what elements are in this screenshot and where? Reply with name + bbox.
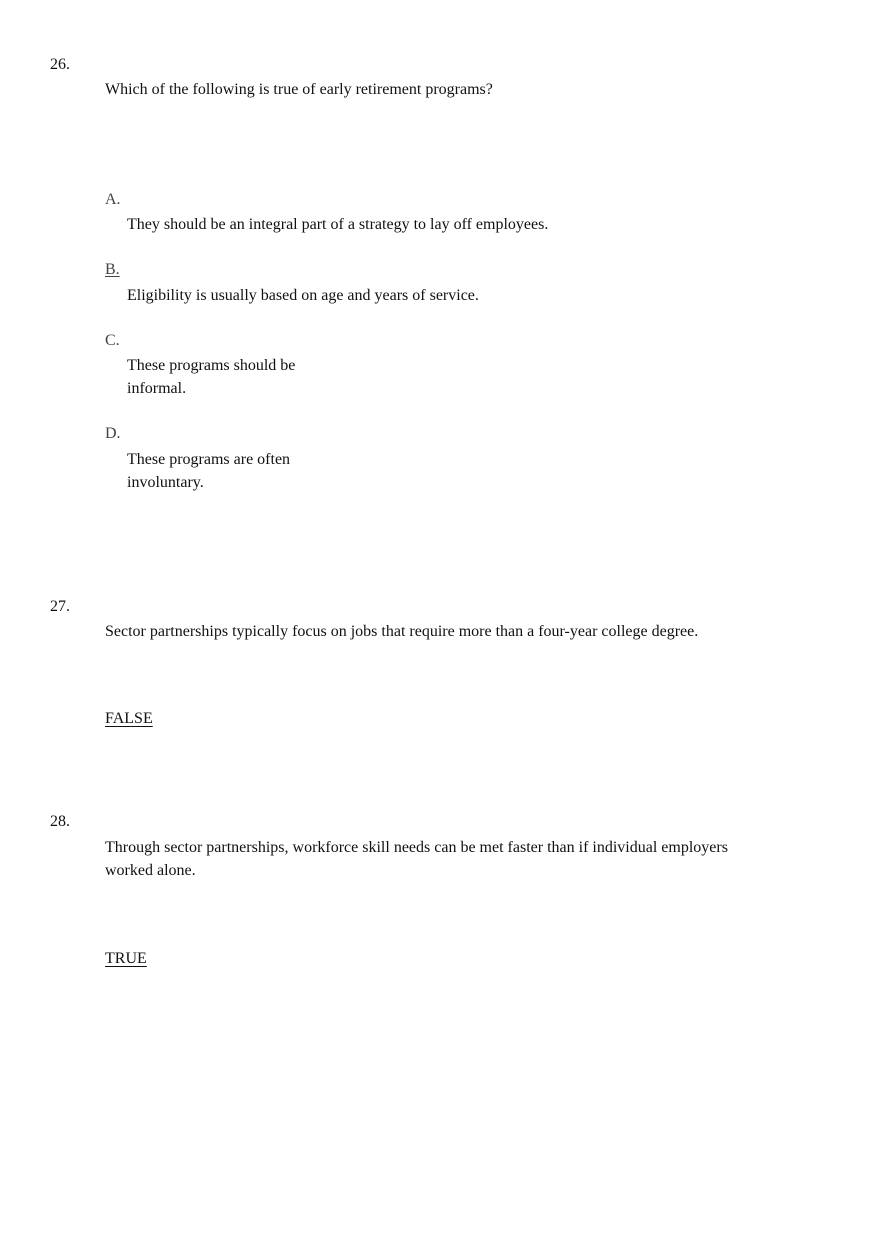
option-b-text[interactable]: Eligibility is usually based on age and years of service. <box>127 287 479 304</box>
option-b-letter[interactable]: B. <box>105 261 120 278</box>
question-27-number: 27. <box>50 598 70 615</box>
question-27-text: Sector partnerships typically focus on jobs that require more than a four-year college degree. <box>105 623 699 640</box>
option-c-text-line-1[interactable]: These programs should be <box>127 357 296 374</box>
option-a-text[interactable]: They should be an integral part of a strategy to lay off employees. <box>127 216 549 233</box>
question-28-answer: TRUE <box>105 950 147 967</box>
option-c-text-line-2[interactable]: informal. <box>127 380 187 397</box>
option-d-text-line-1[interactable]: These programs are often <box>127 451 291 468</box>
question-26-number: 26. <box>50 56 70 73</box>
option-c-letter[interactable]: C. <box>105 332 120 349</box>
option-a-letter[interactable]: A. <box>105 191 121 208</box>
question-28-text-line-1: Through sector partnerships, workforce skill needs can be met faster than if individual employers <box>105 839 728 856</box>
option-d-letter[interactable]: D. <box>105 425 121 442</box>
option-d-text-line-2[interactable]: involuntary. <box>127 474 204 491</box>
question-26-text: Which of the following is true of early retirement programs? <box>105 81 493 98</box>
question-28-number: 28. <box>50 813 70 830</box>
question-28-text-line-2: worked alone. <box>105 862 196 879</box>
question-27-answer: FALSE <box>105 710 153 727</box>
